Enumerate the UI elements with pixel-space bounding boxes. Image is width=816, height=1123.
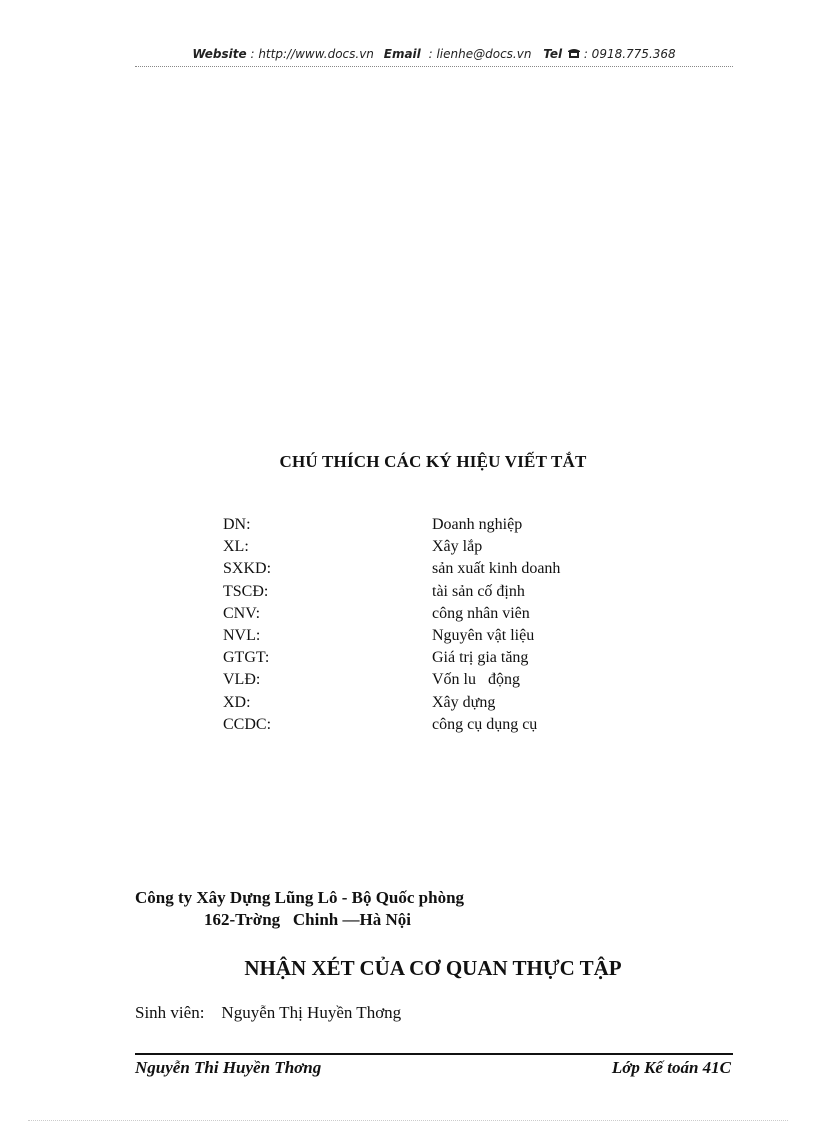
abbr-code: XD: xyxy=(223,693,251,711)
abbr-code: SXKD: xyxy=(223,560,272,578)
footer-class: Lớp Kế toán 41C xyxy=(611,1058,731,1077)
abbr-code: NVL: xyxy=(223,627,261,645)
list-item xyxy=(223,581,560,603)
abbreviations-title: CHÚ THÍCH CÁC KÝ HIỆU VIẾT TẮT xyxy=(279,452,587,471)
company-address: 162-Trờng Chinh —Hà Nội xyxy=(204,910,411,929)
footer-author: Nguyễn Thi Huyền Thơng xyxy=(135,1058,322,1077)
company-name: Công ty Xây Dựng Lũng Lô - Bộ Quốc phòng xyxy=(135,888,465,907)
section-title: NHẬN XÉT CỦA CƠ QUAN THỰC TẬP xyxy=(244,956,622,980)
abbreviations-list xyxy=(223,514,560,736)
student-line xyxy=(135,1003,401,1023)
tel-value: : 0918.775.368 xyxy=(583,47,676,61)
abbr-code: CNV: xyxy=(223,604,261,622)
list-item xyxy=(223,603,560,625)
abbr-meaning: sản xuất kinh doanh xyxy=(432,560,561,578)
list-item xyxy=(223,536,560,558)
abbr-code: DN: xyxy=(223,516,251,533)
abbr-meaning: tài sản cố định xyxy=(432,582,525,600)
abbr-meaning: công nhân viên xyxy=(432,604,530,622)
list-item xyxy=(223,558,560,580)
website-value[interactable]: : http://www.docs.vn xyxy=(250,47,374,61)
student-name: Nguyễn Thị Huyền Thơng xyxy=(221,1003,402,1022)
abbr-meaning: Xây dựng xyxy=(432,693,496,711)
abbr-meaning: Giá trị gia tăng xyxy=(432,649,529,667)
list-item xyxy=(223,514,560,536)
list-item xyxy=(223,692,560,714)
abbr-code: TSCĐ: xyxy=(223,582,269,600)
abbr-code: GTGT: xyxy=(223,649,270,667)
list-item xyxy=(223,669,560,691)
email-label: Email xyxy=(383,47,421,61)
abbr-meaning: công cụ dụng cụ xyxy=(432,715,538,733)
page-header xyxy=(135,47,733,61)
abbr-meaning: Vốn lu động xyxy=(432,671,520,689)
list-item xyxy=(223,714,560,736)
email-value[interactable]: : lienhe@docs.vn xyxy=(428,47,532,61)
abbr-meaning: Xây lắp xyxy=(432,538,483,556)
tel-label: Tel xyxy=(543,47,563,61)
list-item xyxy=(223,625,560,647)
footer-divider xyxy=(135,1053,733,1055)
phone-icon xyxy=(568,48,580,59)
student-label: Sinh viên: xyxy=(135,1003,205,1022)
abbr-code: VLĐ: xyxy=(223,671,261,689)
abbr-meaning: Doanh nghiệp xyxy=(432,516,523,533)
abbr-code: CCDC: xyxy=(223,715,272,733)
header-divider xyxy=(135,66,733,67)
abbr-code: XL: xyxy=(223,538,249,556)
list-item xyxy=(223,647,560,669)
website-label: Website xyxy=(192,47,247,61)
abbr-meaning: Nguyên vật liệu xyxy=(432,627,535,645)
page-edge xyxy=(28,1120,788,1121)
